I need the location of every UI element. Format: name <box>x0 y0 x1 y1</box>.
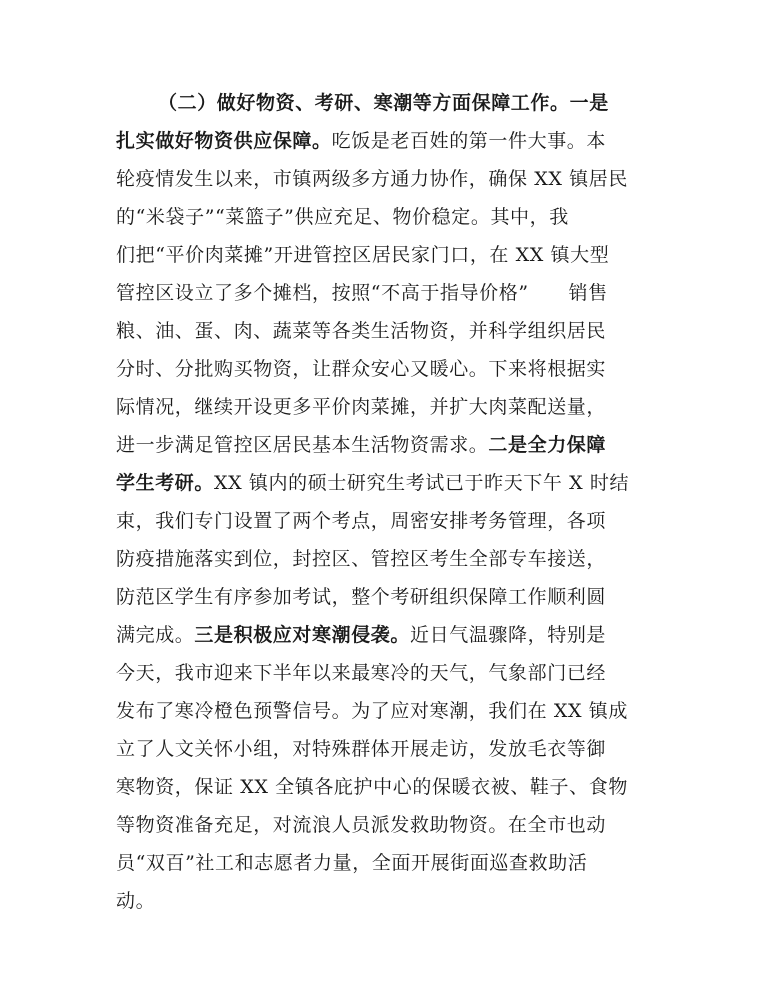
paragraph-line <box>116 122 606 160</box>
bold-lead: 二是全力保障 <box>488 434 607 456</box>
text-run: 今天，我市迎来下半年以来最寒冷的天气，气象部门已经 <box>116 662 607 684</box>
text-run: 的“米袋子”“菜篮子”供应充足、物价稳定。其中，我 <box>116 206 569 228</box>
text-run: 管控区设立了多个摊档，按照“不高于指导价格” 销售 <box>116 282 608 304</box>
paragraph-line <box>116 236 609 274</box>
paragraph-line <box>116 350 606 388</box>
text-run: 粮、油、蛋、肉、蔬菜等各类生活物资，并科学组织居民 <box>116 320 607 342</box>
bold-lead: 学生考研。 <box>116 472 215 494</box>
paragraph-line <box>116 730 606 768</box>
text-run: 轮疫情发生以来，市镇两级多方通力协作，确保 XX 镇居民 <box>116 168 628 190</box>
text-run: 动。 <box>116 890 156 912</box>
paragraph-line <box>116 464 629 502</box>
paragraph-line <box>116 160 628 198</box>
paragraph-line <box>116 692 628 730</box>
text-run: 际情况，继续开设更多平价肉菜摊，并扩大肉菜配送量， <box>116 396 607 418</box>
paragraph-line <box>116 806 606 844</box>
text-run: 分时、分批购买物资，让群众安心又暖心。下来将根据实 <box>116 358 607 380</box>
text-run: 等物资准备充足，对流浪人员派发救助物资。在全市也动 <box>116 814 607 836</box>
paragraph-line <box>158 84 609 122</box>
text-run: 们把“平价肉菜摊”开进管控区居民家门口，在 XX 镇大型 <box>116 244 610 266</box>
bold-lead: 三是积极应对寒潮侵袭。 <box>194 624 411 646</box>
text-run: 员“双百”社工和志愿者力量，全面开展街面巡查救助活 <box>116 852 588 874</box>
paragraph-line <box>116 882 155 920</box>
bold-lead: 扎实做好物资供应保障。 <box>116 130 332 152</box>
text-run: 发布了寒冷橙色预警信号。为了应对寒潮，我们在 XX 镇成 <box>116 700 628 722</box>
text-run: 防疫措施落实到位，封控区、管控区考生全部专车接送， <box>116 548 607 570</box>
text-run: XX 镇内的硕士研究生考试已于昨天下午 X 时结 <box>214 472 630 494</box>
section-heading: （二）做好物资、考研、寒潮等方面保障工作。 <box>158 92 570 114</box>
paragraph-line <box>116 616 606 654</box>
text-run: 立了人文关怀小组，对特殊群体开展走访，发放毛衣等御 <box>116 738 607 760</box>
paragraph-line <box>116 844 587 882</box>
text-run: 防范区学生有序参加考试，整个考研组织保障工作顺利圆 <box>116 586 607 608</box>
bold-lead: 一是 <box>569 92 609 114</box>
paragraph-line <box>116 426 606 464</box>
text-run: 束，我们专门设置了两个考点，周密安排考务管理，各项 <box>116 510 607 532</box>
paragraph-line <box>116 312 606 350</box>
text-run: 吃饭是老百姓的第一件大事。本 <box>331 130 607 152</box>
paragraph-line <box>116 198 569 236</box>
paragraph-line <box>116 540 606 578</box>
paragraph-line <box>116 274 608 312</box>
paragraph-line <box>116 578 606 616</box>
paragraph-line <box>116 768 628 806</box>
paragraph-line <box>116 654 606 692</box>
text-run: 进一步满足管控区居民基本生活物资需求。 <box>116 434 489 456</box>
text-run: 近日气温骤降，特别是 <box>410 624 607 646</box>
paragraph-line <box>116 502 606 540</box>
paragraph-line <box>116 388 606 426</box>
text-run: 寒物资，保证 XX 全镇各庇护中心的保暖衣被、鞋子、食物 <box>116 776 628 798</box>
text-run: 满完成。 <box>116 624 195 646</box>
